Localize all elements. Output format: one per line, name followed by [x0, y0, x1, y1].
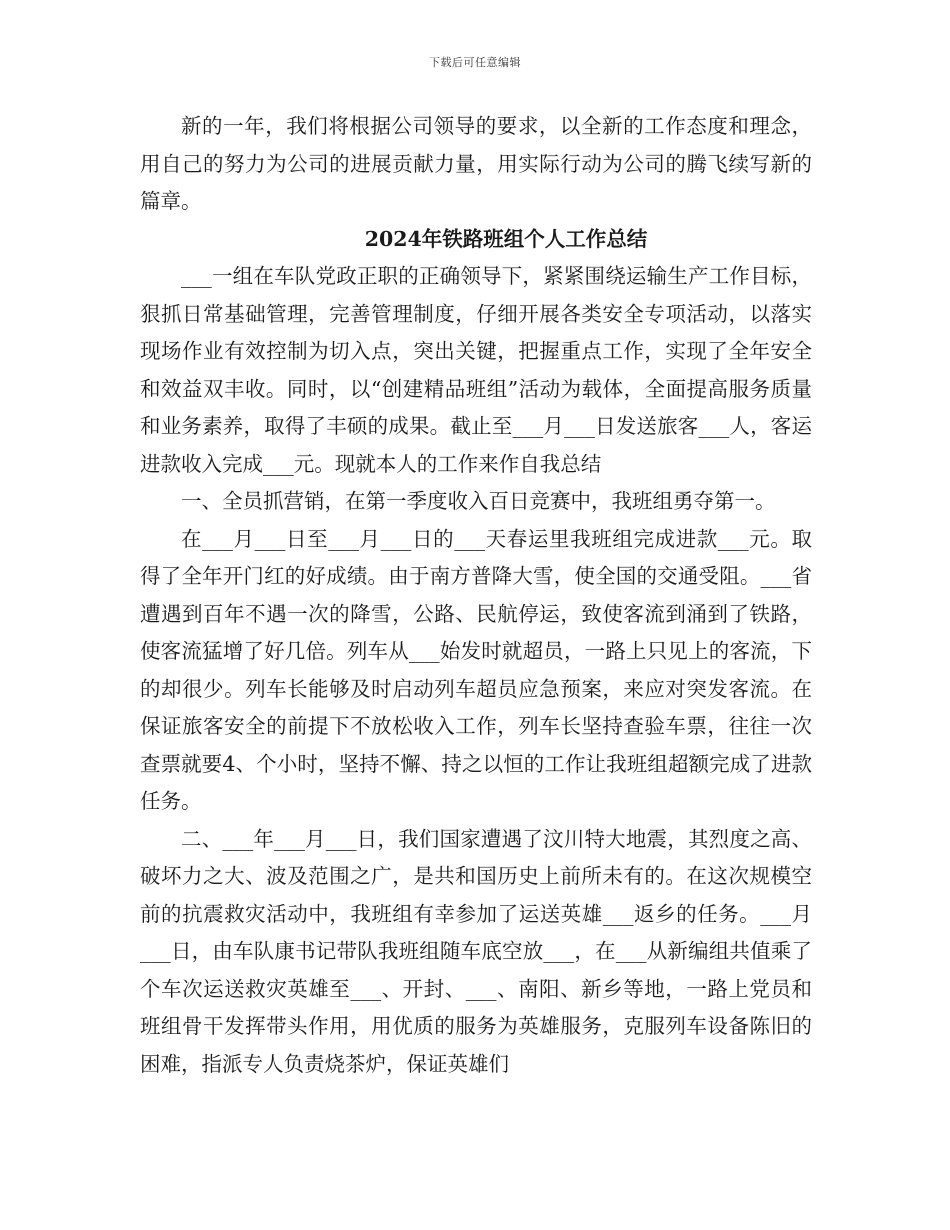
body-paragraph: 一、全员抓营销，在第一季度收入百日竞赛中，我班组勇夺第一。 [181, 489, 776, 513]
body-paragraph: 二、___年___月___日，我们国家遭遇了汶川特大地震，其烈度之高、破坏力之大、波及范围之广，是共和国历史上前所未有的。在这次规模空前的抗震救灾活动中，我班组有幸参加了运送英雄___返乡的任务。___月___日，由车队康书记带队我班组随车底空放___，在___从新编组共值乘了个车次运送救灾英雄至___、开封、___、南阳、新乡等地，一路上党员和班组骨干发挥带头作用，用优质的服务为英雄服务，克服列车设备陈旧的困难，指派专人负责烧茶炉，保证英雄们 [140, 826, 812, 1076]
body-paragraph: 在___月___日至___月___日的___天春运里我班组完成进款___元。取得了全年开门红的好成绩。由于南方普降大雪，使全国的交通受阻。___省遭遇到百年不遇一次的降雪，公路、民航停运，致使客流到涌到了铁路，使客流猛增了好几倍。列车从___始发时就超员，一路上只见上的客流，下的却很少。列车长能够及时启动列车超员应急预案，来应对突发客流。在保证旅客安全的前提下不放松收入工作，列车长坚持查验车票，往往一次查票就要4、个小时，坚持不懈、持之以恒的工作让我班组超额完成了进款任务。 [140, 526, 812, 813]
page-header-note: 下载后可任意编辑 [429, 56, 521, 69]
intro-paragraph: 新的一年，我们将根据公司领导的要求，以全新的工作态度和理念，用自己的努力为公司的进展贡献力量，用实际行动为公司的腾飞续写新的篇章。 [140, 114, 812, 213]
body-paragraph: ___一组在车队党政正职的正确领导下，紧紧围绕运输生产工作目标，狠抓日常基础管理，完善管理制度，仔细开展各类安全专项活动，以落实现场作业有效控制为切入点，突出关键，把握重点工作，实现了全年安全和效益双丰收。同时，以“创建精品班组”活动为载体，全面提高服务质量和业务素养，取得了丰硕的成果。截止至___月___日发送旅客___人，客运进款收入完成___元。现就本人的工作来作自我总结 [140, 264, 812, 476]
document-body [140, 108, 812, 1083]
document-title: 2024年铁路班组个人工作总结 [364, 226, 648, 251]
